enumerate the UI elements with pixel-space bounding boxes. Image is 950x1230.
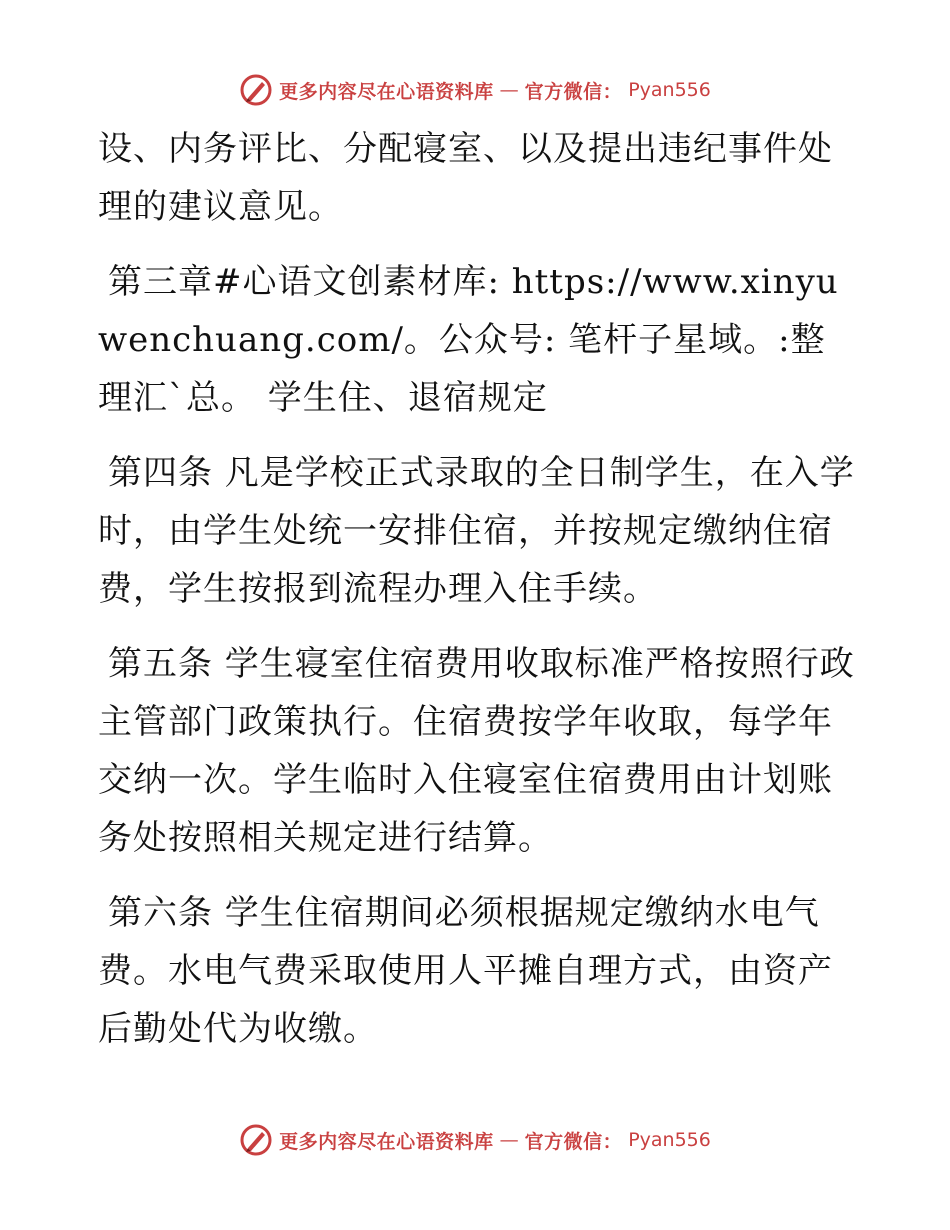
paragraph-continuation: 设、内务评比、分配寝室、以及提出违纪事件处理的建议意见。	[98, 129, 833, 227]
paragraph-article-six: 第六条 学生住宿期间必须根据规定缴纳水电气费。水电气费采取使用人平摊自理方式，由资产后勤处代为收缴。	[98, 893, 833, 1049]
watermark-separator: —	[499, 1129, 519, 1151]
watermark-separator: —	[499, 79, 519, 101]
paragraph-chapter-three: 第三章#心语文创素材库: https://www.xinyuwenchuang.com/。公众号: 笔杆子星域。:整理汇`总。 学生住、退宿规定	[98, 262, 839, 418]
watermark-wechat-id: Pyan556	[628, 1129, 711, 1151]
pen-logo-icon	[239, 1123, 273, 1157]
watermark-wechat-label: 官方微信：	[524, 80, 623, 103]
watermark-text: 更多内容尽在心语资料库	[279, 80, 494, 103]
pen-logo-icon	[239, 73, 273, 107]
watermark-text: 更多内容尽在心语资料库	[279, 1130, 494, 1153]
paragraph-article-four: 第四条 凡是学校正式录取的全日制学生，在入学时，由学生处统一安排住宿，并按规定缴纳住宿费，学生按报到流程办理入住手续。	[98, 453, 855, 609]
watermark-header	[0, 72, 950, 108]
document-body	[98, 120, 858, 1075]
watermark-wechat-label: 官方微信：	[524, 1130, 623, 1153]
paragraph-article-five: 第五条 学生寝室住宿费用收取标准严格按照行政主管部门政策执行。住宿费按学年收取，每学年交纳一次。学生临时入住寝室住宿费用由计划账务处按照相关规定进行结算。	[98, 644, 855, 858]
watermark-wechat-id: Pyan556	[628, 79, 711, 101]
watermark-footer	[0, 1122, 950, 1158]
